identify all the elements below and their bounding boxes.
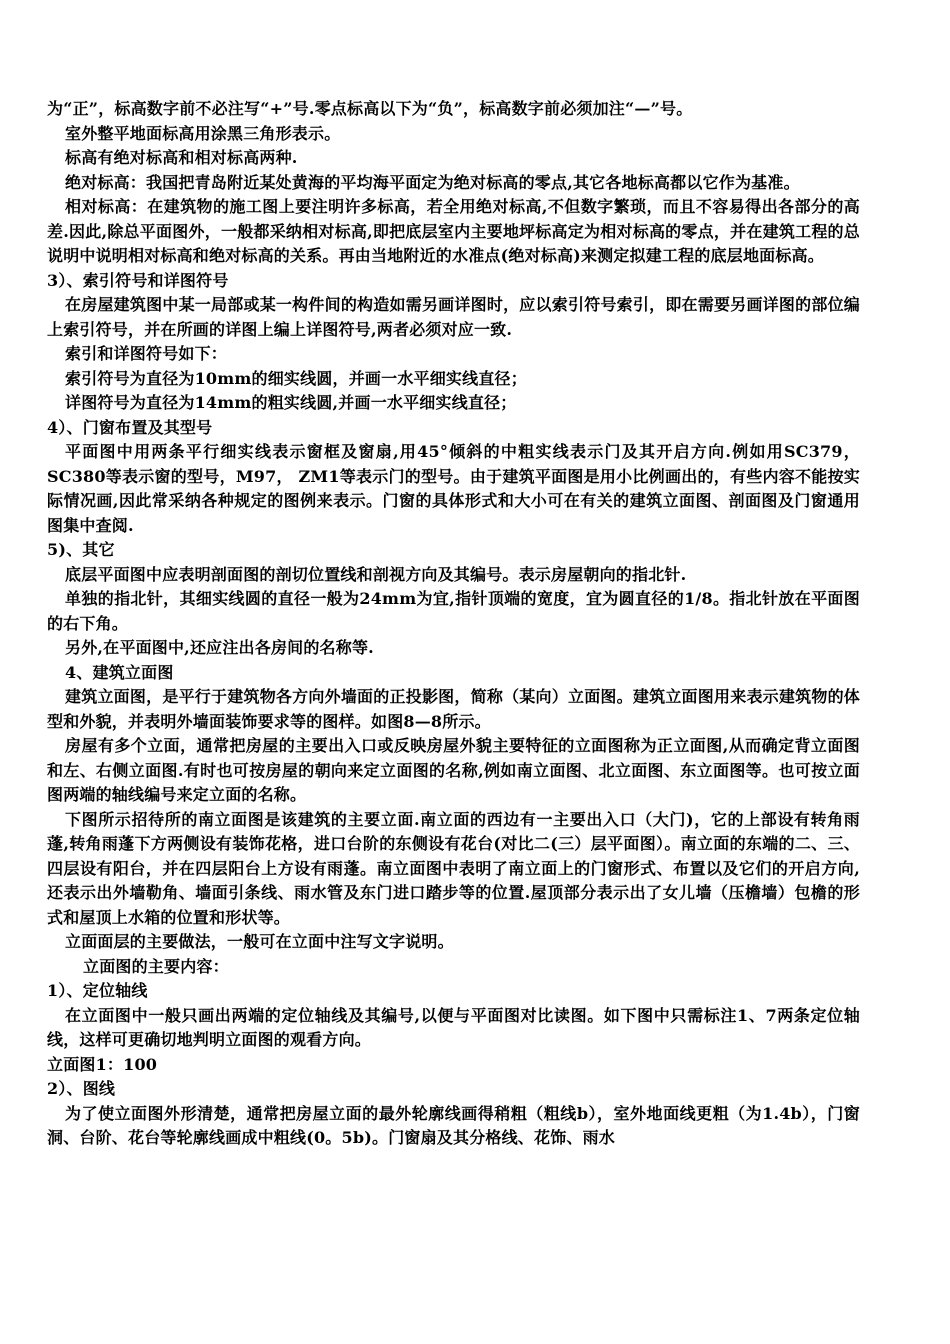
figure-caption: 立面图1：100	[47, 1054, 158, 1074]
paragraph: 索引符号为直径为10mm的细实线圆，并画一水平细实线直径；	[65, 368, 527, 388]
paragraph: 底层平面图中应表明剖面图的剖切位置线和剖视方向及其编号。表示房屋朝向的指北针.	[65, 564, 687, 584]
paragraph: 立面图的主要内容：	[83, 956, 229, 976]
paragraph: 详图符号为直径为14mm的粗实线圆,并画一水平细实线直径；	[65, 393, 517, 412]
document-body	[47, 97, 860, 1151]
paragraph: 为“正”，标高数字前不必注写“+”号.零点标高以下为“负”，标高数字前必须加注“—”号。	[47, 99, 693, 118]
paragraph: 在立面图中一般只画出两端的定位轴线及其编号,以便与平面图对比读图。如下图中只需标注1、7两条定位轴线，这样可更确切地判明立面图的观看方向。	[47, 1005, 860, 1049]
paragraph: 房屋有多个立面，通常把房屋的主要出入口或反映房屋外貌主要特征的立面图称为正立面图,从而确定背立面图和左、右侧立面图.有时也可按房屋的朝向来定立面图的名称,例如南立面图、北立面图、东立面图等。也可按立面图两端的轴线编号来定立面的名称。	[47, 736, 860, 804]
paragraph: 单独的指北针，其细实线圆的直径一般为24mm为宜,指针顶端的宽度，宜为圆直径的1/8。指北针放在平面图的右下角。	[47, 589, 860, 633]
section-heading: 3）、索引符号和详图符号	[47, 270, 229, 290]
paragraph: 室外整平地面标高用涂黑三角形表示。	[65, 123, 341, 143]
paragraph: 标高有绝对标高和相对标高两种.	[65, 148, 298, 167]
paragraph: 建筑立面图，是平行于建筑物各方向外墙面的正投影图，简称（某向）立面图。建筑立面图用来表示建筑物的体型和外貌，并表明外墙面装饰要求等的图样。如图8—8所示。	[47, 687, 860, 731]
section-heading: 5)、其它	[47, 540, 115, 559]
paragraph: 为了使立面图外形清楚，通常把房屋立面的最外轮廓线画得稍粗（粗线b），室外地面线更粗（为1.4b），门窗洞、台阶、花台等轮廓线画成中粗线(0。5b)。门窗扇及其分格线、花饰、雨水	[47, 1103, 860, 1147]
section-heading: 1）、定位轴线	[47, 981, 148, 1000]
paragraph: 在房屋建筑图中某一局部或某一构件间的构造如需另画详图时，应以索引符号索引，即在需要另画详图的部位编上索引符号，并在所画的详图上编上详图符号,两者必须对应一致.	[47, 295, 860, 339]
paragraph: 下图所示招待所的南立面图是该建筑的主要立面.南立面的西边有一主要出入口（大门)，它的上部设有转角雨蓬,转角雨蓬下方两侧设有装饰花格，进口台阶的东侧设有花台(对比二(三）层平面图）。南立面的东端的二、三、四层设有阳台，并在四层阳台上方设有雨蓬。南立面图中表明了南立面上的门窗形式、布置以及它们的开启方向,还表示出外墙勒角、墙面引条线、雨水管及东门进口踏步等的位置.屋顶部分表示出了女儿墙（压檐墙）包檐的形式和屋顶上水箱的位置和形状等。	[47, 809, 860, 927]
paragraph: 绝对标高：我国把青岛附近某处黄海的平均海平面定为绝对标高的零点,其它各地标高都以它作为基准。	[65, 172, 800, 192]
paragraph: 另外,在平面图中,还应注出各房间的名称等.	[65, 638, 374, 657]
section-heading: 4、建筑立面图	[65, 662, 174, 682]
paragraph: 平面图中用两条平行细实线表示窗框及窗扇,用45°倾斜的中粗实线表示门及其开启方向.例如用SC379， SC380等表示窗的型号，M97， ZM1等表示门的型号。由于建筑平面图是用小比例画出的，有些内容不能按实际情况画,因此常采纳各种规定的图例来表示。门窗的具体形式和大小可在有关的建筑立面图、剖面图及门窗通用图集中查阅.	[47, 442, 860, 535]
paragraph: 索引和详图符号如下：	[65, 344, 228, 363]
paragraph: 立面面层的主要做法，一般可在立面中注写文字说明。	[65, 932, 454, 951]
section-heading: 2）、图线	[47, 1079, 116, 1098]
section-heading: 4）、门窗布置及其型号	[47, 417, 213, 437]
paragraph: 相对标高：在建筑物的施工图上要注明许多标高，若全用绝对标高,不但数字繁琐，而且不容易得出各部分的高差.因此,除总平面图外，一般都采纳相对标高,即把底层室内主要地坪标高定为相对标高的零点，并在建筑工程的总说明中说明相对标高和绝对标高的关系。再由当地附近的水准点(绝对标高)来测定拟建工程的底层地面标高。	[47, 197, 860, 265]
